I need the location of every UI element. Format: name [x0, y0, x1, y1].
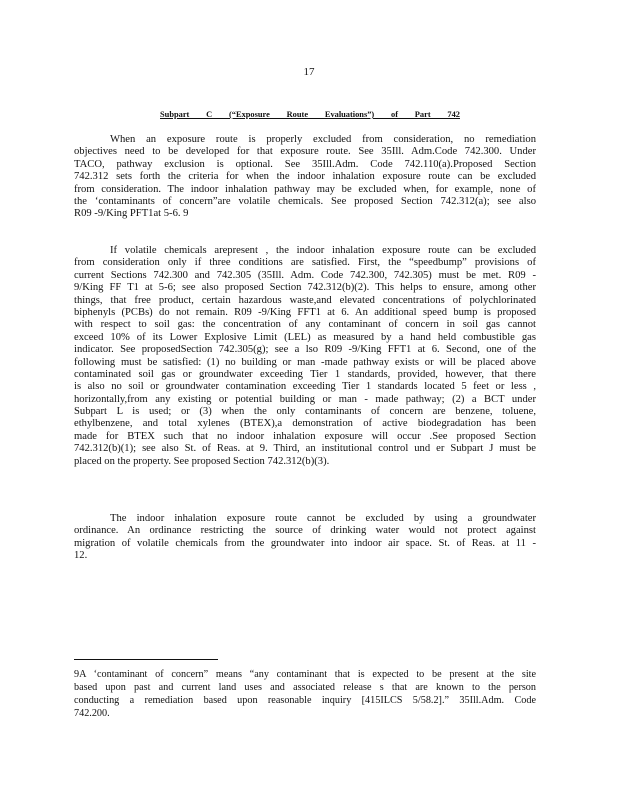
- text-line: contaminated soil gas or groundwater exceeding Tier 1 standards, provided, however, that there: [74, 368, 536, 380]
- text-line: things, that free product, certain hazardous waste,and elevated concentrations of polychlorinated: [74, 294, 536, 306]
- text-line: with respect to soil gas: the concentration of any contaminant of concern in soil gas cannot: [74, 319, 536, 331]
- section-heading: Subpart C (“Exposure Route Evaluations”) of Part 742: [160, 110, 460, 119]
- text-line: 742.312(b)(1); see also St. of Reas. at 9. Third, an institutional control und er Subpart J must be: [74, 443, 536, 455]
- text-line: made for BTEX such that no indoor inhalation exposure will occur .See proposed Section: [74, 430, 536, 442]
- text-line: ethylbenzene, and total xylenes (BTEX),a demonstration of active biodegradation has been: [74, 418, 536, 430]
- paragraph-1: [74, 134, 536, 221]
- text-line: The indoor inhalation exposure route cannot be excluded by using a groundwater: [110, 513, 536, 524]
- paragraph-3: [74, 513, 536, 563]
- text-line: from consideration only if three conditions are satisfied. First, the “speedbump” provisions of: [74, 257, 536, 269]
- paragraph-2: [74, 245, 536, 468]
- footnote-line: 9A ‘contaminant of concern” means “any contaminant that is expected to be present at the site: [74, 669, 536, 680]
- text-line: 12.: [74, 550, 88, 562]
- text-line: is also no soil or groundwater contamination exceeding Tier 1 standards located 5 feet or less ,: [74, 381, 536, 393]
- text-line: current Sections 742.300 and 742.305 (35Ill. Adm. Code 742.300, 742.305) must be met. R09 -: [74, 269, 536, 281]
- text-line: biphenyls (PCBs) do not remain. R09 -9/King FFT1 at 6. An additional speed bump is proposed: [74, 306, 536, 318]
- footnote-divider: [74, 659, 218, 660]
- text-line: 742.312 sets forth the criteria for when the indoor inhalation exposure route can be excluded: [74, 171, 536, 183]
- text-line: from consideration. The indoor inhalation pathway may be excluded when, for example, none of: [74, 183, 536, 195]
- text-line: objectives need to be developed for that exposure route. See 35Ill. Adm.Code 742.300. Under: [74, 146, 536, 158]
- footnote-line: conducting a remediation based upon reasonable inquiry [415ILCS 5/58.2].” 35Ill.Adm. Code: [74, 695, 536, 706]
- page-number: 17: [303, 66, 315, 78]
- text-line: the ‘contaminants of concern”are volatile chemicals. See proposed Section 742.312(a); see also: [74, 195, 536, 207]
- footnote-line: based upon past and current land uses and associated release s that are known to the person: [74, 682, 536, 693]
- text-line: placed on the property. See proposed Section 742.312(b)(3).: [74, 455, 330, 467]
- text-line: 9/King FF T1 at 5-6; see also proposed Section 742.312(b)(2). This helps to ensure, among other: [74, 282, 536, 294]
- text-line: horizontally,from any existing or potential building or man - made pathway; (2) a BCT under: [74, 393, 536, 405]
- text-line: TACO, pathway exclusion is optional. See 35Ill.Adm. Code 742.110(a).Proposed Section: [74, 158, 536, 170]
- footnote: [74, 668, 536, 720]
- text-line: Subpart L is used; or (3) when the only contaminants of concern are benzene, toluene,: [74, 406, 536, 418]
- footnote-line: 742.200.: [74, 708, 110, 719]
- text-line: exceed 10% of its Lower Explosive Limit (LEL) as measured by a hand held combustible gas: [74, 331, 536, 343]
- text-line: R09 -9/King PFT1at 5-6. 9: [74, 208, 189, 220]
- text-line: If volatile chemicals arepresent , the indoor inhalation exposure route can be excluded: [110, 245, 536, 256]
- text-line: migration of volatile chemicals from the groundwater into indoor air space. St. of Reas. at 11 -: [74, 537, 536, 549]
- text-line: following must be satisfied: (1) no building or man -made pathway exists or will be placed above: [74, 356, 536, 368]
- text-line: When an exposure route is properly excluded from consideration, no remediation: [110, 134, 536, 145]
- text-line: indicator. See proposedSection 742.305(g); see a lso R09 -9/King FFT1 at 6. Second, one of the: [74, 344, 536, 356]
- text-line: ordinance. An ordinance restricting the source of drinking water would not protect against: [74, 525, 536, 537]
